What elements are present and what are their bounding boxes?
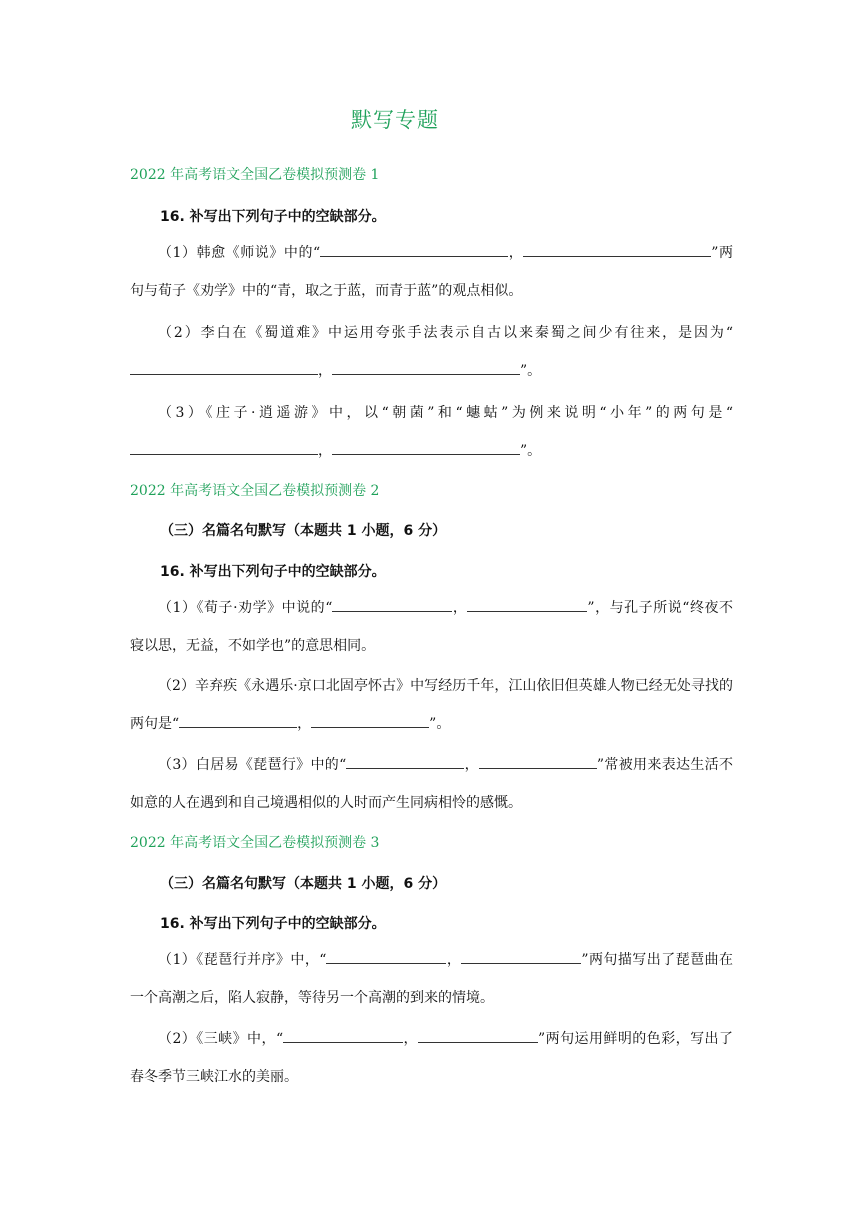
answer-blank[interactable] xyxy=(346,754,464,769)
answer-blank[interactable] xyxy=(479,754,597,769)
section-heading-1: 2022 年高考语文全国乙卷模拟预测卷 1 xyxy=(130,167,380,183)
answer-blank[interactable] xyxy=(130,360,318,375)
answer-blank[interactable] xyxy=(332,360,520,375)
answer-blank[interactable] xyxy=(320,242,508,257)
section-heading-3: 2022 年高考语文全国乙卷模拟预测卷 3 xyxy=(130,835,380,851)
answer-blank[interactable] xyxy=(311,713,429,728)
answer-blank[interactable] xyxy=(332,597,452,612)
answer-blank[interactable] xyxy=(179,713,297,728)
question-prompt-2: 16. 补写出下列句子中的空缺部分。 xyxy=(160,564,386,580)
answer-blank[interactable] xyxy=(461,949,581,964)
answer-blank[interactable] xyxy=(467,597,587,612)
page-title: 默写专题 xyxy=(351,108,439,132)
section-heading-2: 2022 年高考语文全国乙卷模拟预测卷 2 xyxy=(130,483,380,499)
answer-blank[interactable] xyxy=(326,949,446,964)
question-item-3-1: （1）《琵琶行并序》中，“ ， ”两句描写出了琵琶曲在一个高潮之后，陷人寂静，等待另一个高潮的到来的情境。 xyxy=(130,941,733,1017)
question-item-1-2: （2）李白在《蜀道难》中运用夸张手法表示自古以来秦蜀之间少有往来，是因为“， ”。 xyxy=(130,314,733,390)
answer-blank[interactable] xyxy=(283,1028,403,1043)
question-prompt-3: 16. 补写出下列句子中的空缺部分。 xyxy=(160,916,386,932)
section-subheading-2: （三）名篇名句默写（本题共 1 小题，6 分） xyxy=(160,523,447,539)
answer-blank[interactable] xyxy=(332,440,520,455)
answer-blank[interactable] xyxy=(130,440,318,455)
question-item-2-3: （3）白居易《琵琶行》中的“ ， ”常被用来表达生活不如意的人在遇到和自己境遇相似的人时而产生同病相怜的感慨。 xyxy=(130,746,733,822)
section-subheading-3: （三）名篇名句默写（本题共 1 小题，6 分） xyxy=(160,876,447,892)
question-item-3-2: （2）《三峡》中，“ ， ”两句运用鲜明的色彩，写出了春冬季节三峡江水的美丽。 xyxy=(130,1020,733,1096)
question-item-2-2: （2）辛弃疾《永遇乐·京口北固亭怀古》中写经历千年，江山依旧但英雄人物已经无处寻找的两句是“ ， ”。 xyxy=(130,678,733,732)
question-item-2-1: （1）《荀子·劝学》中说的“ ， ”，与孔子所说“终夜不寝以思，无益，不如学也”的意思相同。 xyxy=(130,589,733,665)
answer-blank[interactable] xyxy=(523,242,711,257)
answer-blank[interactable] xyxy=(418,1028,538,1043)
question-prompt-1: 16. 补写出下列句子中的空缺部分。 xyxy=(160,209,386,225)
question-item-1-1: （1）韩愈《师说》中的“ ， ”两句与荀子《劝学》中的“青，取之于蓝，而青于蓝”的观点相似。 xyxy=(130,234,733,310)
question-item-1-3: （3）《庄子·逍遥游》中，以“朝菌”和“蟪蛄”为例来说明“小年”的两句是“， ”。 xyxy=(130,394,733,470)
